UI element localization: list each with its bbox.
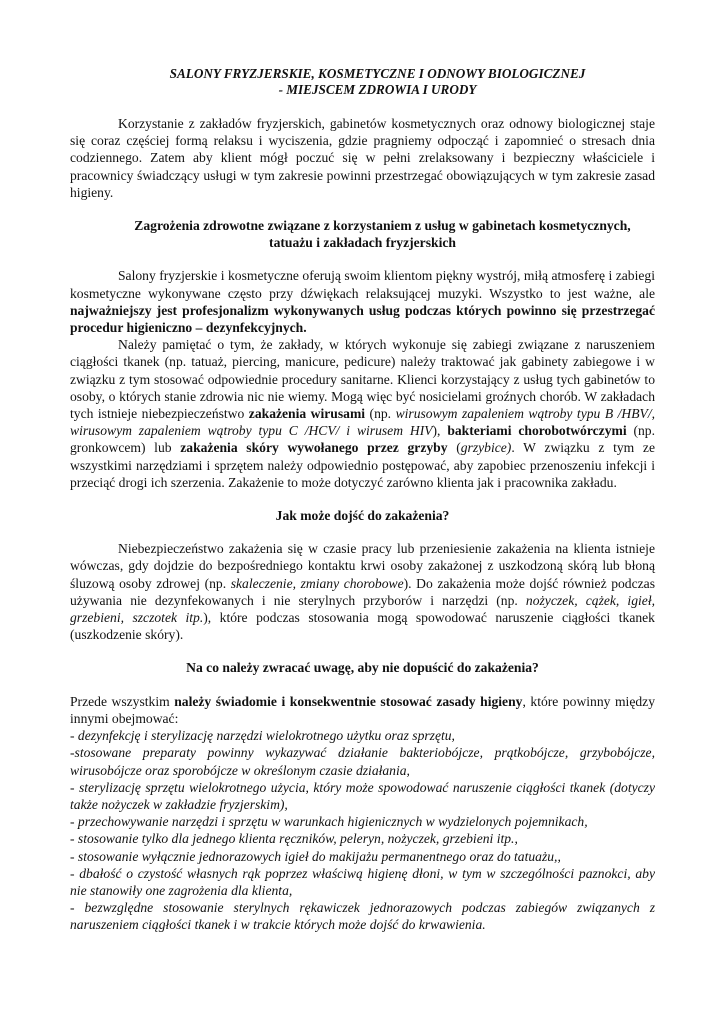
hygiene-list-item: - stosowanie tylko dla jednego klienta ręczników, peleryn, nożyczek, grzebieni itp.,	[70, 831, 518, 847]
bold-text: bakteriami chorobotwórczymi	[447, 423, 627, 439]
section-1-heading-line-2: tatuażu i zakładach fryzjerskich	[269, 235, 456, 251]
section-3-intro	[70, 693, 655, 727]
section-1-paragraph-2	[70, 336, 655, 491]
hygiene-list-item: - bezwzględne stosowanie sterylnych rękawiczek jednorazowych podczas zabiegów związanych z naruszeniem ciągłości tkanek i w trakcie których może dojść do krwawienia.	[70, 900, 655, 933]
hygiene-list-item: - przechowywanie narzędzi i sprzętu w warunkach higienicznych w wydzielonych pojemnikach,	[70, 814, 588, 830]
text-run: ), które podczas stosowania mogą spowodować naruszenie ciągłości tkanek (uszkodzenie skóry).	[70, 610, 655, 643]
bold-text: zakażenia skóry wywołanego przez grzyby	[180, 440, 448, 456]
text-run: Niebezpieczeństwo zakażenia się w czasie pracy lub przeniesienie zakażenia na klienta istnieje wówczas, gdy dojdzie do bezpośredniego kontaktu krwi osoby zakażonej z uszkodzoną skórą lub błoną śluzową osoby zdrowej (np.	[70, 541, 655, 591]
section-1-paragraph-1	[70, 267, 655, 336]
text-run: Przede wszystkim	[70, 693, 175, 709]
intro-paragraph: Korzystanie z zakładów fryzjerskich, gabinetów kosmetycznych oraz odnowy biologicznej staje się coraz częściej formą relaksu i wyciszenia, gdzie pragniemy odpocząć i zapomnieć o stresach dnia codziennego. Zatem aby klient mógł poczuć się w pełni zrelaksowany i bezpieczny właściciele i pracownicy świadczący usługi w tym zakresie powinni przestrzegać obowiązujących w tym zakresie zasad higieny.	[70, 116, 655, 200]
italic-text: wirusowym zapaleniem wątroby typu B /HBV/, wirusowym zapaleniem wątroby typu C /HCV/ i wirusem HIV	[70, 406, 655, 439]
hygiene-list-item: - dezynfekcję i sterylizację narzędzi wielokrotnego użytku oraz sprzętu,	[70, 728, 455, 744]
text-run: (	[447, 440, 461, 456]
section-2-paragraph	[70, 540, 655, 643]
text-run: . W związku z tym ze wszystkimi narzędziami i sprzętem należy odpowiednio postępować, aby zapobiec przenoszeniu infekcji i przeciąć drogi ich szerzenia. Zakażenie to może dotyczyć zarówno klienta jak i pracownika zakładu.	[70, 440, 655, 490]
hygiene-list-item: - stosowanie wyłącznie jednorazowych igieł do makijażu permanentnego oraz do tatuażu,,	[70, 848, 561, 864]
text-run: (np. gronkowcem) lub	[70, 423, 655, 456]
section-1-heading-line-1: Zagrożenia zdrowotne związane z korzystaniem z usług w gabinetach kosmetycznych,	[134, 218, 631, 234]
section-2-heading: Jak może dojść do zakażenia?	[275, 508, 450, 524]
hygiene-list-item: - sterylizację sprzętu wielokrotnego użycia, który może spowodować naruszenie ciągłości tkanek (dotyczy także nożyczek w zakładzie fryzjerskim),	[70, 779, 655, 812]
italic-text: grzybice)	[460, 440, 512, 456]
document-title-line-1: SALONY FRYZJERSKIE, KOSMETYCZNE I ODNOWY BIOLOGICZNEJ	[169, 66, 586, 81]
document-page	[70, 66, 655, 934]
text-run: Salony fryzjerskie i kosmetyczne oferują swoim klientom piękny wystrój, miłą atmosferę i zabiegi kosmetyczne wykonywane często przy dźwiękach relaksującej muzyki. Wszystko to jest ważne, ale	[70, 268, 655, 301]
text-run: Należy pamiętać o tym, że zakłady, w których wykonuje się zabiegi związane z naruszeniem ciągłości tkanek (np. tatuaż, piercing, manicure, pedicure) należy traktować jak gabinety zabiegowe i w związku z tym stosować odpowiednie procedury sanitarne. Klienci korzystający z usług tych gabinetów to osoby, o których stanie zdrowia nic nie wiemy. Mogą więc być nosicielami groźnych chorób. W zakładach tych istnieje niebezpieczeństwo	[70, 337, 655, 422]
text-run: , które powinny między innymi obejmować:	[70, 693, 655, 726]
bold-text: należy świadomie i konsekwentnie stosować zasady higieny	[174, 693, 523, 709]
text-run: (np.	[365, 406, 396, 422]
bold-text: najważniejszy jest profesjonalizm wykonywanych usług podczas których powinno się przestrzegać procedur higieniczno – dezynfekcyjnych.	[70, 302, 655, 336]
section-3-heading: Na co należy zwracać uwagę, aby nie dopuścić do zakażenia?	[186, 660, 539, 676]
document-title-line-2: - MIEJSCEM ZDROWIA I URODY	[278, 82, 477, 97]
text-run: ). Do zakażenia może dojść również podczas używania nie dezynfekowanych i nie sterylnych przyborów i narzędzi (np.	[70, 575, 655, 608]
hygiene-list-item: -stosowane preparaty powinny wykazywać działanie bakteriobójcze, prątkobójcze, grzybobójcze, wirusobójcze oraz sporobójcze w określonym czasie działania,	[70, 745, 655, 778]
italic-text: skaleczenie, zmiany chorobowe	[230, 575, 404, 591]
text-run: ),	[432, 423, 448, 439]
hygiene-list-item: - dbałość o czystość własnych rąk poprzez właściwą higienę dłoni, w tym w szczególności paznokci, aby nie stanowiły one zagrożenia dla klienta,	[70, 865, 655, 898]
italic-text: nożyczek, cążek, igieł, grzebieni, szczotek itp.	[70, 592, 655, 626]
bold-text: zakażenia wirusami	[248, 406, 366, 422]
